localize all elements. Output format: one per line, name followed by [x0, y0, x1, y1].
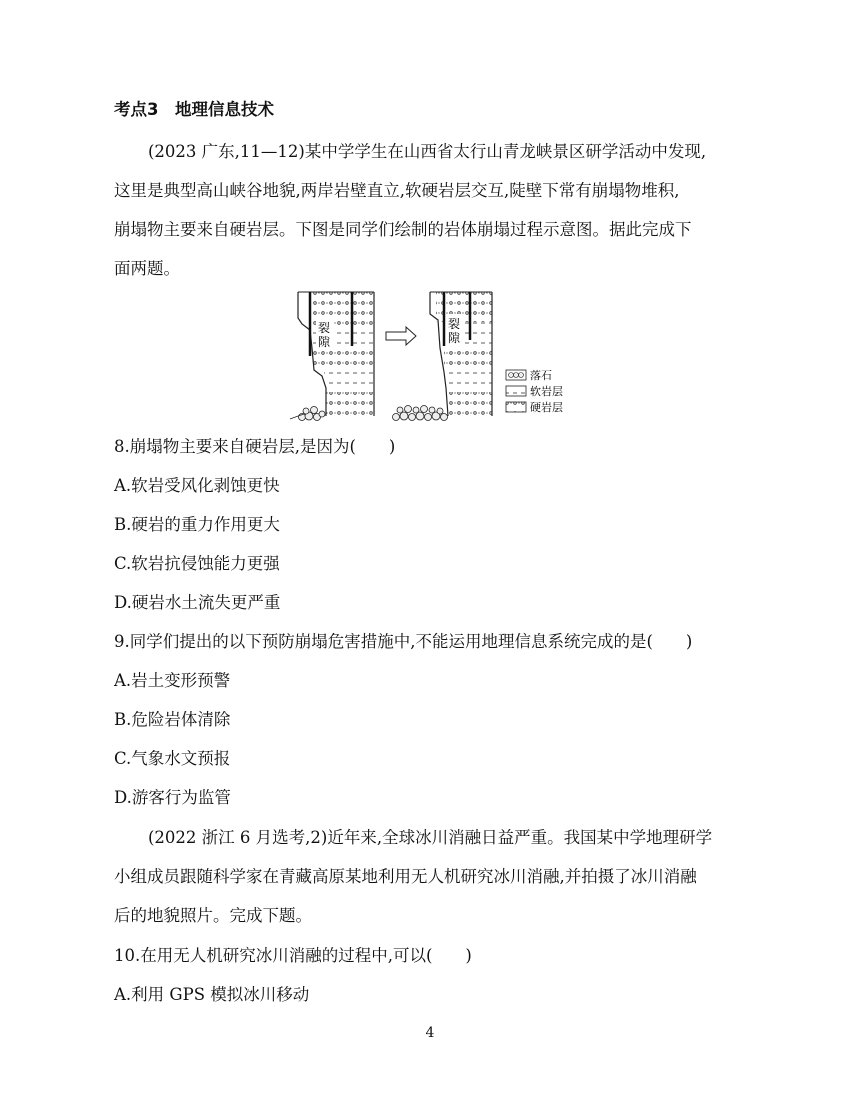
question-8-stem: 8.崩塌物主要来自硬岩层,是因为( ) — [114, 437, 396, 456]
figure-legend — [506, 368, 563, 414]
page-number: 4 — [425, 1025, 435, 1041]
passage-1-line-3: 崩塌物主要来自硬岩层。下图是同学们绘制的岩体崩塌过程示意图。据此完成下 — [114, 220, 692, 239]
passage-2-line-3: 后的地貌照片。完成下题。 — [114, 906, 312, 925]
question-8-option-d: D.硬岩水土流失更严重 — [114, 593, 281, 612]
rockfall-pile-left — [290, 407, 325, 421]
rockfall-pile-right — [393, 406, 448, 421]
question-10-stem: 10.在用无人机研究冰川消融的过程中,可以( ) — [114, 946, 472, 965]
crack-label-char-1-after: 裂 — [448, 317, 461, 331]
passage-1-line-4: 面两题。 — [114, 259, 180, 278]
question-9-option-d: D.游客行为监管 — [114, 788, 231, 807]
question-10-option-a: A.利用 GPS 模拟冰川移动 — [114, 985, 310, 1004]
passage-1-line-2: 这里是典型高山峡谷地貌,两岸岩壁直立,软硬岩层交互,陡壁下常有崩塌物堆积, — [114, 181, 680, 200]
section-heading: 考点3 地理信息技术 — [114, 100, 274, 119]
question-9-option-a: A.岩土变形预警 — [114, 671, 231, 690]
crack-label-char-2: 隙 — [318, 335, 331, 349]
legend-swatch-hard-rock — [506, 402, 526, 412]
passage-2-line-1: (2022 浙江 6 月选考,2)近年来,全球冰川消融日益严重。我国某中学地理研学 — [148, 828, 713, 847]
after-collapse-block — [393, 292, 493, 421]
rock-collapse-figure — [288, 288, 588, 424]
crack-label-char-1: 裂 — [318, 321, 331, 335]
legend-label-rockfall: 落石 — [530, 369, 552, 382]
passage-1-line-1: (2023 广东,11—12)某中学学生在山西省太行山青龙峡景区研学活动中发现, — [148, 142, 707, 161]
question-8-option-a: A.软岩受风化剥蚀更快 — [114, 476, 280, 495]
question-9-stem: 9.同学们提出的以下预防崩塌危害措施中,不能运用地理信息系统完成的是( ) — [114, 632, 693, 651]
legend-label-soft-rock: 软岩层 — [530, 385, 563, 398]
legend-label-hard-rock: 硬岩层 — [530, 401, 563, 414]
passage-2-line-2: 小组成员跟随科学家在青藏高原某地利用无人机研究冰川消融,并拍摄了冰川消融 — [114, 867, 697, 886]
process-arrow — [386, 327, 416, 345]
before-collapse-block — [290, 292, 374, 421]
question-8-option-c: C.软岩抗侵蚀能力更强 — [114, 554, 280, 573]
question-8-option-b: B.硬岩的重力作用更大 — [114, 515, 280, 534]
legend-swatch-soft-rock — [506, 386, 526, 396]
question-9-option-c: C.气象水文预报 — [114, 749, 231, 768]
crack-label-char-2-after: 隙 — [448, 331, 461, 345]
question-9-option-b: B.危险岩体清除 — [114, 710, 231, 729]
